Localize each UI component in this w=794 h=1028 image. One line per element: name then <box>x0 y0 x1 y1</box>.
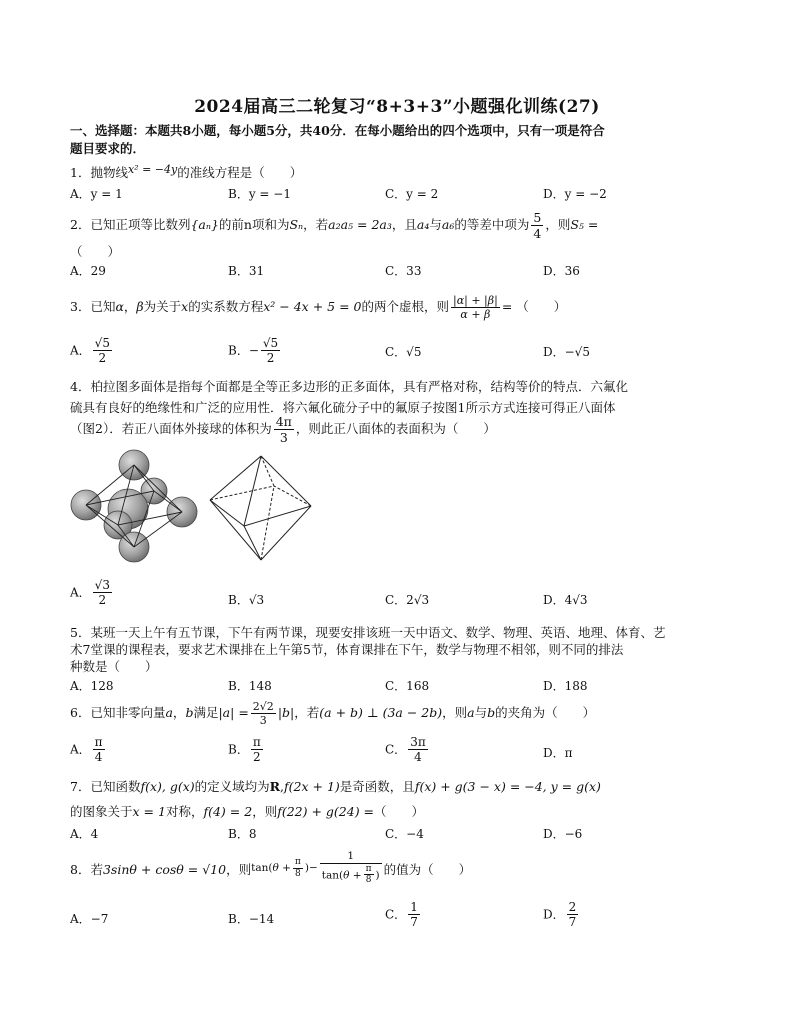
q3-option-a[interactable]: A． $\frac{√5}{2}$ <box>70 336 110 366</box>
q5-option-c[interactable]: C．168 <box>385 679 430 693</box>
q7-option-c[interactable]: C．−4 <box>385 827 424 841</box>
question-5: 5．某班一天上午有五节课，下午有两节课，现要安排该班一天中语文、数学、物理、英语、地理、体育、艺 <box>70 625 666 640</box>
q4-option-c[interactable]: C．2√3 <box>385 593 430 607</box>
q4-option-b[interactable]: B．√3 <box>228 593 265 607</box>
question-1: 1．抛物线x² = −4y的准线方程是（ ） <box>70 163 303 180</box>
q7-option-d[interactable]: D．−6 <box>543 827 583 841</box>
question-8: 8．若3sinθ + cosθ = √10，则tan(θ + $\frac{\pi}{8}$ )− 1 tan(θ + $\frac{\pi}{8}$ ) 的值为（ ） <box>70 850 472 886</box>
question-3: 3．已知α，β为关于x的实系数方程x² − 4x + 5 = 0的两个虚根，则 $\frac{|\alpha| + |\beta|}{\alpha + \beta}$ = （ ） <box>70 294 567 322</box>
q4-fraction: $\frac{4\pi}{3}$ <box>275 414 292 445</box>
q1-option-c[interactable]: C．y = 2 <box>385 187 439 201</box>
question-6: 6．已知非零向量a，b满足|a| = $\frac{2√2}{3}$ |b|，若(a + b) ⊥ (3a − 2b)，则a与b的夹角为（ ） <box>70 700 596 728</box>
question-2-cont: （ ） <box>70 244 121 259</box>
q6-option-a[interactable]: A． $\frac{\pi}{4}$ <box>70 735 103 765</box>
section-heading-cont: 题目要求的． <box>70 141 146 156</box>
q3-option-c[interactable]: C．√5 <box>385 345 422 359</box>
question-7-line2: 的图象关于x = 1对称，f(4) = 2，则f(22) + g(24) =（ ） <box>70 804 425 819</box>
question-5-line3: 种数是（ ） <box>70 659 158 674</box>
q2-option-a[interactable]: A．29 <box>70 264 106 278</box>
q8-option-d[interactable]: D． $\frac{2}{7}$ <box>543 900 577 930</box>
q4-option-d[interactable]: D．4√3 <box>543 593 588 607</box>
q1-option-a[interactable]: A．y = 1 <box>70 187 123 201</box>
sf6-molecule-figure <box>66 447 200 563</box>
q6-option-c[interactable]: C． $\frac{3\pi}{4}$ <box>385 735 426 765</box>
q8-option-c[interactable]: C． $\frac{1}{7}$ <box>385 900 418 930</box>
q8-option-a[interactable]: A．−7 <box>70 912 109 926</box>
q6-option-d[interactable]: D．π <box>543 746 573 760</box>
question-4: 4．柏拉图多面体是指每个面都是全等正多边形的正多面体，具有严格对称，结构等价的特点．六氟化 <box>70 379 628 394</box>
q7-option-a[interactable]: A．4 <box>70 827 99 841</box>
question-2: 2．已知正项等比数列{aₙ}的前n项和为Sₙ，若a₂a₅ = 2a₃，且a₄与a₆的等差中项为 $\frac{5}{4}$ ，则S₅ = <box>70 210 599 241</box>
question-7: 7．已知函数f(x), g(x)的定义域均为R,f(2x + 1)是奇函数，且f(x) + g(3 − x) = −4, y = g(x) <box>70 779 601 794</box>
q3-option-b[interactable]: B．− $\frac{√5}{2}$ <box>228 336 279 366</box>
q5-option-b[interactable]: B．148 <box>228 679 272 693</box>
q3-fraction: $\frac{|\alpha| + |\beta|}{\alpha + \beta}$ <box>453 294 498 322</box>
q6-option-b[interactable]: B． $\frac{\pi}{2}$ <box>228 735 261 765</box>
q2-option-d[interactable]: D．36 <box>543 264 580 278</box>
octahedron-figure <box>206 450 326 566</box>
q3-option-d[interactable]: D．−√5 <box>543 345 590 359</box>
q5-option-a[interactable]: A．128 <box>70 679 114 693</box>
q5-option-d[interactable]: D．188 <box>543 679 588 693</box>
question-4-line3: （图2）．若正八面体外接球的体积为 $\frac{4\pi}{3}$ ，则此正八面体的表面积为（ ） <box>70 414 496 445</box>
q1-option-d[interactable]: D．y = −2 <box>543 187 607 201</box>
q4-option-a[interactable]: A． $\frac{√3}{2}$ <box>70 578 110 608</box>
q6-fraction: $\frac{2√2}{3}$ <box>252 700 274 728</box>
q2-option-c[interactable]: C．33 <box>385 264 422 278</box>
q8-option-b[interactable]: B．−14 <box>228 912 275 926</box>
q7-option-b[interactable]: B．8 <box>228 827 257 841</box>
q1-option-b[interactable]: B．y = −1 <box>228 187 291 201</box>
q2-fraction: $\frac{5}{4}$ <box>533 210 542 241</box>
section-heading: 一、选择题：本题共8小题，每小题5分，共40分．在每小题给出的四个选项中，只有一项是符合 <box>70 123 605 138</box>
q8-expression: tan(θ + $\frac{\pi}{8}$ )− 1 tan(θ + $\frac{\pi}{8}$ ) <box>251 850 380 886</box>
q2-option-b[interactable]: B．31 <box>228 264 265 278</box>
question-4-line2: 硫具有良好的绝缘性和广泛的应用性．将六氟化硫分子中的氟原子按图1所示方式连接可得正八面体 <box>70 400 616 415</box>
page-title: 2024届高三二轮复习“8+3+3”小题强化训练(27) <box>194 97 600 117</box>
question-5-line2: 术7堂课的课程表，要求艺术课排在上午第5节，体育课排在下午，数学与物理不相邻，则不同的排法 <box>70 642 624 657</box>
